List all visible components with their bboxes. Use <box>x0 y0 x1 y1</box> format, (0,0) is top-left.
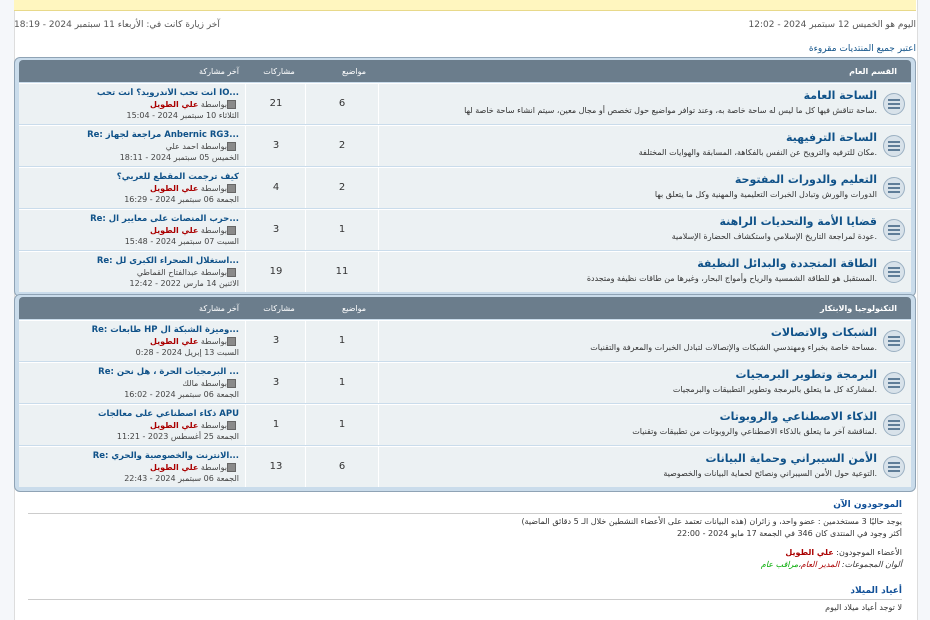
forum-row <box>19 362 911 403</box>
forum-topics-count: 6 <box>305 447 379 487</box>
goto-post-icon[interactable] <box>227 463 236 472</box>
last-post-title[interactable]: Re: طابعات HP وميزة الشبكة ال... <box>91 325 239 335</box>
forum-last-post <box>19 84 245 124</box>
forum-read-icon <box>883 93 905 115</box>
last-post-user[interactable]: علي الطويل <box>150 226 199 235</box>
col-last-post: آخر مشاركة <box>199 67 239 76</box>
forum-read-icon <box>883 456 905 478</box>
last-post-author <box>150 226 239 235</box>
forum-description: التوعية حول الأمن السيبراني ونصائح لحماية البيانات والخصوصية. <box>663 469 877 478</box>
by-label: بواسطة <box>200 379 227 388</box>
forum-row <box>19 446 911 487</box>
goto-post-icon[interactable] <box>227 142 236 151</box>
forum-posts-count: 19 <box>245 252 306 292</box>
last-post-date: الجمعة 25 أغسطس 2023 - 11:21 <box>116 432 239 441</box>
mark-read-link[interactable]: اعتبر جميع المنتديات مقروءة <box>808 44 916 54</box>
forum-row <box>19 125 911 166</box>
forum-info <box>379 447 911 487</box>
forum-description: الدورات والورش وتبادل الخبرات التعليمية والمهنية وكل ما يتعلق بها <box>654 190 877 199</box>
goto-post-icon[interactable] <box>227 337 236 346</box>
forum-title[interactable]: البرمجة وتطوير البرمجيات <box>735 368 877 381</box>
forum-title[interactable]: الذكاء الاصطناعي والروبوتات <box>719 410 877 423</box>
birthday-heading: أعياد الميلاد <box>28 586 902 600</box>
forum-title[interactable]: الطاقة المتجددة والبدائل النظيفة <box>697 257 877 270</box>
forum-topics-count: 6 <box>305 84 379 124</box>
last-post-author <box>166 142 239 151</box>
goto-post-icon[interactable] <box>227 100 236 109</box>
forum-title[interactable]: الساحة الترفيهية <box>785 131 877 144</box>
forum-row <box>19 209 911 250</box>
last-post-title[interactable]: Re: استغلال الصحراء الكبرى لل... <box>96 256 239 266</box>
registered-label: الأعضاء الموجودون: <box>836 548 902 557</box>
forum-topics-count: 11 <box>305 252 379 292</box>
forum-posts-count: 3 <box>245 321 306 361</box>
forum-info <box>379 126 911 166</box>
col-topics: مواضيع <box>341 67 367 76</box>
notice-bar <box>14 0 916 11</box>
online-registered <box>28 548 902 557</box>
by-label: بواسطة <box>200 268 227 277</box>
forum-category <box>14 294 916 492</box>
last-post-user[interactable]: علي الطويل <box>150 337 199 346</box>
by-label: بواسطة <box>200 226 227 235</box>
category-header <box>19 297 911 319</box>
last-post-title[interactable]: Re: الانترنت والخصوصية والحري... <box>92 451 239 461</box>
online-line2: أكثر وجود في المنتدى كان 346 في الجمعة 17 مايو 2024 - 22:00 <box>676 529 902 538</box>
category-title[interactable]: القسم العام <box>849 67 897 76</box>
by-label: بواسطة <box>200 184 227 193</box>
forum-posts-count: 4 <box>245 168 306 208</box>
last-visit: آخر زيارة كانت في: الأربعاء 11 سبتمبر 2024 - 18:19 <box>14 20 220 30</box>
last-post-date: الخميس 05 سبتمبر 2024 - 18:11 <box>119 153 239 162</box>
by-label: بواسطة <box>200 142 227 151</box>
forum-info <box>379 168 911 208</box>
forum-posts-count: 3 <box>245 126 306 166</box>
forum-title[interactable]: التعليم والدورات المفتوحة <box>734 173 877 186</box>
category-header <box>19 60 911 82</box>
forum-topics-count: 2 <box>305 126 379 166</box>
goto-post-icon[interactable] <box>227 379 236 388</box>
by-label: بواسطة <box>200 337 227 346</box>
last-post-user[interactable]: احمد علي <box>165 142 199 151</box>
forum-last-post <box>19 363 245 403</box>
forum-row <box>19 251 911 292</box>
forum-row <box>19 167 911 208</box>
last-post-date: الثلاثاء 10 سبتمبر 2024 - 15:04 <box>126 111 239 120</box>
forum-read-icon <box>883 177 905 199</box>
last-post-title[interactable]: كيف ترجمت المقطع للعربي؟ <box>116 172 239 182</box>
online-line1: يوجد حاليًا 3 مستخدمين : عضو واحد، و زائران (هذه البيانات تعتمد على الأعضاء النشطين خلال الـ 5 دقائق الماضية) <box>521 517 902 526</box>
forum-info <box>379 321 911 361</box>
forum-read-icon <box>883 330 905 352</box>
forum-read-icon <box>883 372 905 394</box>
col-posts: مشاركات <box>263 67 295 76</box>
online-section <box>28 500 902 569</box>
last-post-user[interactable]: عبدالفتاح القماطي <box>136 268 199 277</box>
forum-row <box>19 320 911 361</box>
forum-topics-count: 1 <box>305 405 379 445</box>
col-last-post: آخر مشاركة <box>199 304 239 313</box>
forum-last-post <box>19 252 245 292</box>
goto-post-icon[interactable] <box>227 421 236 430</box>
forum-last-post <box>19 447 245 487</box>
forum-description: ساحة تناقش فيها كل ما ليس له ساحة خاصة به، وعند توافر مواضيع حول تخصص أو مجال معين، سيتم انشاء ساحة خاصة لها. <box>464 106 877 115</box>
forum-description: عودة لمراجعة التاريخ الإسلامي واستكشاف الحضارة الإسلامية. <box>671 232 877 241</box>
group-admin[interactable]: المدير العام <box>800 560 840 569</box>
last-post-date: السبت 13 إبريل 2024 - 0:28 <box>135 348 239 357</box>
col-posts: مشاركات <box>263 304 295 313</box>
forum-description: المستقبل هو للطاقة الشمسية والرياح وأمواج البحار، وغيرها من طاقات نظيفة ومتجددة. <box>586 274 877 283</box>
last-post-author <box>150 337 239 346</box>
forum-description: لمشاركة كل ما يتعلق بالبرمجة وتطوير التطبيقات والبرمجيات. <box>672 385 877 394</box>
category-title[interactable]: التكنولوجيا والابتكار <box>820 304 897 313</box>
by-label: بواسطة <box>200 421 227 430</box>
birthday-section <box>28 586 902 612</box>
forum-title[interactable]: الأمن السيبراني وحماية البيانات <box>705 452 877 465</box>
online-heading: الموجودون الآن <box>28 500 902 514</box>
forum-description: مكان للترفيه والترويح عن النفس بالفكاهة، المسابقة والهوايات المختلفة. <box>638 148 877 157</box>
last-post-title[interactable]: Re: حرب المنصات على معايير ال... <box>90 214 239 224</box>
last-post-user[interactable]: مالك <box>182 379 199 388</box>
goto-post-icon[interactable] <box>227 184 236 193</box>
forum-topics-count: 1 <box>305 321 379 361</box>
forum-info <box>379 84 911 124</box>
forum-topics-count: 1 <box>305 210 379 250</box>
forum-last-post <box>19 168 245 208</box>
last-post-date: الجمعة 06 سبتمبر 2024 - 22:43 <box>124 474 239 483</box>
forum-posts-count: 1 <box>245 405 306 445</box>
last-post-user[interactable]: علي الطويل <box>150 421 199 430</box>
forum-posts-count: 21 <box>245 84 306 124</box>
last-post-author <box>150 184 239 193</box>
forum-posts-count: 3 <box>245 363 306 403</box>
last-post-date: السبت 07 سبتمبر 2024 - 15:48 <box>124 237 239 246</box>
last-post-date: الجمعة 06 سبتمبر 2024 - 16:29 <box>124 195 239 204</box>
forum-last-post <box>19 210 245 250</box>
last-post-title[interactable]: أنت تحب الأندرويد؟ أنت تحب IO... <box>96 88 239 98</box>
birthday-text: لا توجد أعياد ميلاد اليوم <box>825 603 902 612</box>
forum-read-icon <box>883 414 905 436</box>
registered-user[interactable]: علي الطويل <box>785 548 834 557</box>
goto-post-icon[interactable] <box>227 268 236 277</box>
last-post-title[interactable]: Re: البرمجيات الحرة ، هل نحن ... <box>98 367 239 377</box>
forum-title[interactable]: الساحة العامة <box>803 89 877 102</box>
forum-category <box>14 57 916 297</box>
forum-row <box>19 404 911 445</box>
forum-title[interactable]: قضايا الأمة والتحديات الراهنة <box>719 215 877 228</box>
last-post-author <box>137 268 239 277</box>
by-label: بواسطة <box>200 463 227 472</box>
last-post-title[interactable]: ذكاء اصطناعي على معالجات APU <box>97 409 239 419</box>
goto-post-icon[interactable] <box>227 226 236 235</box>
forum-title[interactable]: الشبكات والاتصالات <box>770 326 877 339</box>
last-post-author <box>150 100 239 109</box>
forum-row <box>19 83 911 124</box>
col-topics: مواضيع <box>341 304 367 313</box>
last-post-date: الاثنين 14 مارس 2022 - 12:42 <box>129 279 239 288</box>
current-time: اليوم هو الخميس 12 سبتمبر 2024 - 12:02 <box>748 20 916 30</box>
forum-info <box>379 405 911 445</box>
last-post-user[interactable]: علي الطويل <box>150 184 199 193</box>
forum-info <box>379 363 911 403</box>
forum-read-icon <box>883 135 905 157</box>
last-post-date: الجمعة 06 سبتمبر 2024 - 16:02 <box>124 390 239 399</box>
forum-topics-count: 1 <box>305 363 379 403</box>
last-post-author <box>150 421 239 430</box>
forum-info <box>379 252 911 292</box>
forum-last-post <box>19 405 245 445</box>
forum-last-post <box>19 126 245 166</box>
forum-posts-count: 13 <box>245 447 306 487</box>
last-post-user[interactable]: علي الطويل <box>150 463 199 472</box>
last-post-title[interactable]: Re: مراجعة لجهاز Anbernic RG3... <box>87 130 239 140</box>
forum-topics-count: 2 <box>305 168 379 208</box>
group-mod[interactable]: مراقب عام <box>760 560 799 569</box>
forum-description: لمناقشة آخر ما يتعلق بالذكاء الاصطناعي والروبوتات من تطبيقات وتقنيات. <box>632 427 877 436</box>
last-post-user[interactable]: علي الطويل <box>150 100 199 109</box>
forum-last-post <box>19 321 245 361</box>
forum-info <box>379 210 911 250</box>
forum-read-icon <box>883 261 905 283</box>
group-legend: ألوان المجموعات: المدير العام،مراقب عام <box>760 560 902 569</box>
last-post-author <box>150 463 239 472</box>
forum-read-icon <box>883 219 905 241</box>
forum-posts-count: 3 <box>245 210 306 250</box>
by-label: بواسطة <box>200 100 227 109</box>
last-post-author <box>182 379 239 388</box>
groups-label: ألوان المجموعات: <box>841 560 902 569</box>
forum-description: مساحة خاصة بخبراء ومهندسي الشبكات والإتصالات لتبادل الخبرات والمعرفة والتقنيات. <box>590 343 877 352</box>
